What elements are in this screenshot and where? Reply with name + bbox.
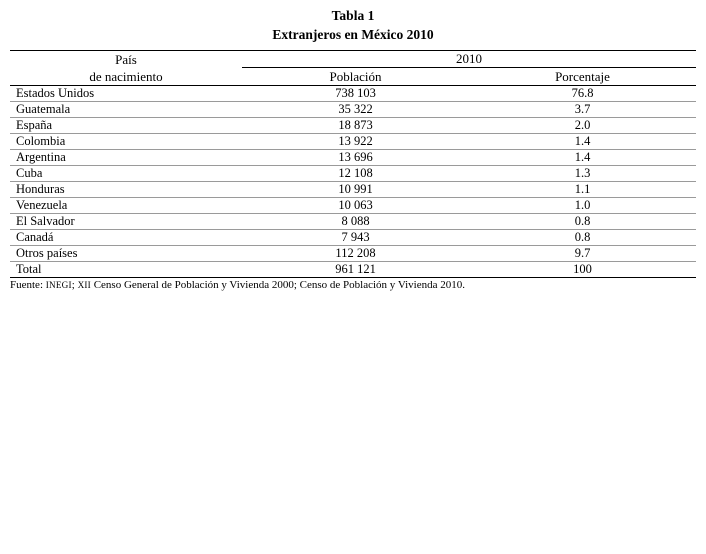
cell-poblacion: 10 063 bbox=[242, 198, 469, 214]
header-col-pais bbox=[10, 51, 242, 86]
cell-porcentaje: 0.8 bbox=[469, 214, 696, 230]
cell-poblacion: 18 873 bbox=[242, 118, 469, 134]
source-note bbox=[10, 278, 696, 292]
source-rest: Censo General de Población y Vivienda 2000; Censo de Población y Vivienda 2010. bbox=[90, 279, 465, 291]
header-pais-line1: País bbox=[115, 52, 137, 67]
header-col-poblacion: Población bbox=[329, 68, 382, 84]
header-col-porcentaje: Porcentaje bbox=[555, 68, 610, 84]
table-row-total bbox=[10, 262, 696, 278]
cell-country: Argentina bbox=[10, 150, 242, 166]
cell-country: Cuba bbox=[10, 166, 242, 182]
source-roman: XII bbox=[77, 280, 91, 290]
table-title bbox=[10, 6, 696, 44]
cell-poblacion: 112 208 bbox=[242, 246, 469, 262]
source-prefix: Fuente: bbox=[10, 279, 46, 291]
cell-porcentaje: 1.1 bbox=[469, 182, 696, 198]
cell-porcentaje: 1.0 bbox=[469, 198, 696, 214]
cell-porcentaje: 76.8 bbox=[469, 86, 696, 102]
table-row bbox=[10, 214, 696, 230]
table-row bbox=[10, 86, 696, 102]
cell-country: El Salvador bbox=[10, 214, 242, 230]
cell-country: Guatemala bbox=[10, 102, 242, 118]
cell-porcentaje: 9.7 bbox=[469, 246, 696, 262]
header-year-group: 2010 bbox=[242, 51, 696, 68]
table-title-line1: Tabla 1 bbox=[331, 8, 375, 23]
cell-porcentaje: 2.0 bbox=[469, 118, 696, 134]
cell-poblacion: 738 103 bbox=[242, 86, 469, 102]
cell-country: Canadá bbox=[10, 230, 242, 246]
table-row bbox=[10, 182, 696, 198]
cell-porcentaje: 1.4 bbox=[469, 134, 696, 150]
cell-porcentaje: 1.4 bbox=[469, 150, 696, 166]
table-header-row-top bbox=[10, 51, 696, 68]
cell-poblacion: 10 991 bbox=[242, 182, 469, 198]
cell-country: Honduras bbox=[10, 182, 242, 198]
cell-porcentaje: 3.7 bbox=[469, 102, 696, 118]
table-row bbox=[10, 230, 696, 246]
cell-poblacion: 12 108 bbox=[242, 166, 469, 182]
foreigners-table bbox=[10, 50, 696, 292]
source-org: INEGI bbox=[45, 280, 72, 290]
table-row bbox=[10, 102, 696, 118]
cell-poblacion: 961 121 bbox=[335, 262, 376, 276]
table-row bbox=[10, 166, 696, 182]
cell-country: Estados Unidos bbox=[10, 86, 242, 102]
table-row bbox=[10, 246, 696, 262]
cell-poblacion: 13 696 bbox=[242, 150, 469, 166]
cell-poblacion: 13 922 bbox=[242, 134, 469, 150]
table-row bbox=[10, 150, 696, 166]
cell-country: España bbox=[10, 118, 242, 134]
cell-poblacion: 35 322 bbox=[242, 102, 469, 118]
table-title-line2: Extranjeros en México 2010 bbox=[272, 27, 434, 42]
cell-country: Otros países bbox=[10, 246, 242, 262]
cell-porcentaje: 1.3 bbox=[469, 166, 696, 182]
cell-poblacion: 8 088 bbox=[242, 214, 469, 230]
cell-country: Total bbox=[16, 262, 42, 276]
header-pais-line2: de nacimiento bbox=[89, 69, 163, 84]
table-row bbox=[10, 198, 696, 214]
table-row bbox=[10, 134, 696, 150]
cell-porcentaje: 100 bbox=[573, 262, 592, 276]
cell-porcentaje: 0.8 bbox=[469, 230, 696, 246]
cell-country: Colombia bbox=[10, 134, 242, 150]
table-row bbox=[10, 118, 696, 134]
cell-country: Venezuela bbox=[10, 198, 242, 214]
table-source-row bbox=[10, 278, 696, 292]
cell-poblacion: 7 943 bbox=[242, 230, 469, 246]
source-mid: ; bbox=[71, 279, 78, 291]
